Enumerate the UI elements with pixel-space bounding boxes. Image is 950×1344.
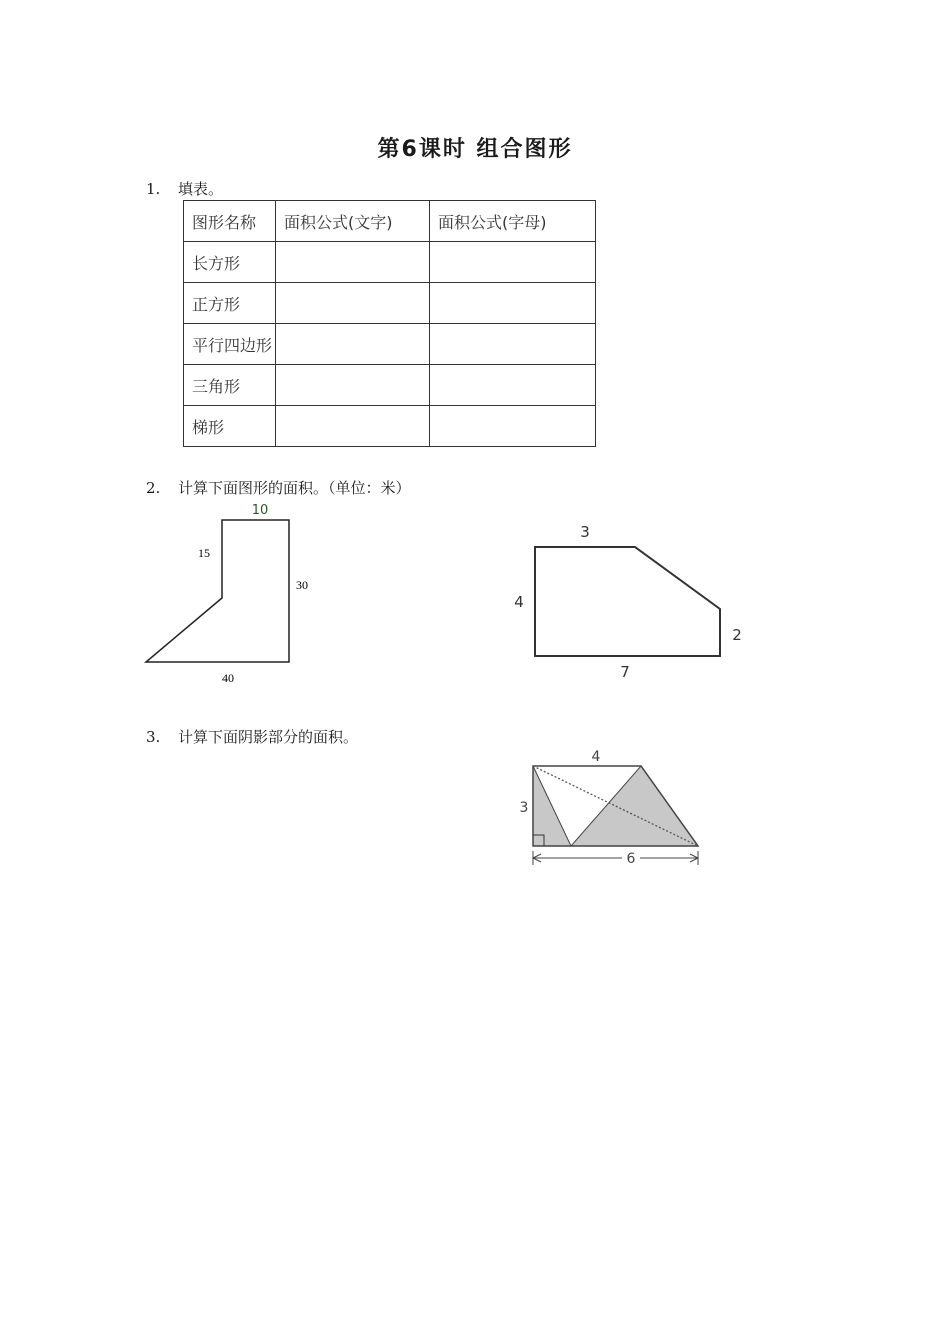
figure-3 [520,749,698,867]
page-title: 第6课时 组合图形 [377,137,573,162]
label-top: 4 [591,749,601,765]
shaded-triangle-left [533,766,571,846]
question-text: 计算下面阴影部分的面积。 [178,728,359,746]
label-right: 30 [296,578,308,592]
shape-name-cell: 正方形 [184,283,276,324]
question-text: 填表。 [178,180,224,198]
label-bottom: 6 [626,851,636,867]
label-bottom: 40 [222,671,234,685]
shape-name-cell: 三角形 [184,365,276,406]
label-top: 10 [251,503,269,518]
question-number: 1. [146,180,161,198]
label-bottom: 7 [620,663,630,681]
label-left: 4 [514,593,524,611]
composite-shape-1 [146,520,289,662]
table-header: 面积公式(文字) [276,201,430,242]
question-text: 计算下面图形的面积。（单位：米） [178,479,411,497]
shape-name-cell: 长方形 [184,242,276,283]
composite-shape-2 [535,547,720,656]
figure-2 [514,523,742,681]
label-left: 3 [519,800,529,816]
figure-1 [146,503,308,685]
label-right: 2 [732,626,742,644]
table-header: 图形名称 [184,201,276,242]
shape-name-cell: 平行四边形 [184,324,276,365]
shape-name-cell: 梯形 [184,406,276,447]
label-left: 15 [198,546,210,560]
table-header: 面积公式(字母) [430,201,596,242]
label-top: 3 [580,523,590,541]
question-number: 3. [146,728,161,746]
question-number: 2. [146,479,161,497]
shaded-triangle-right [571,766,698,846]
